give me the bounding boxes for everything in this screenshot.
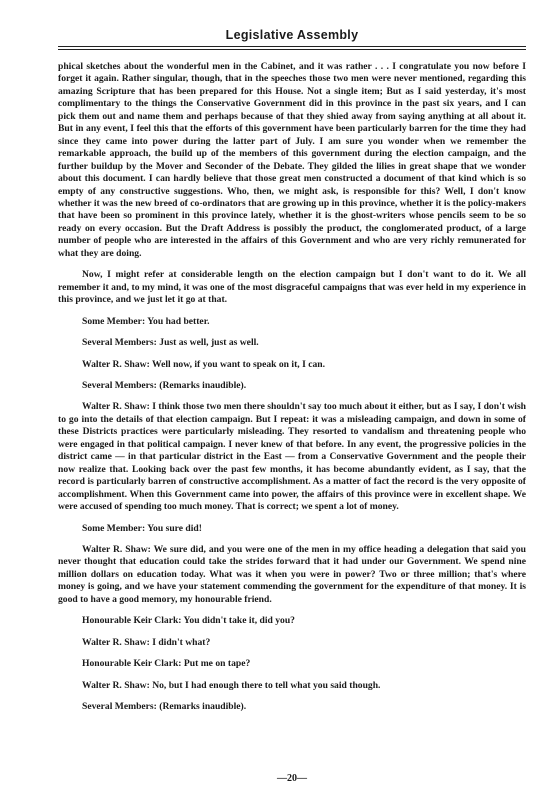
speaker-name: Several Members: — [82, 379, 157, 391]
paragraph-text: Now, I might refer at considerable length on the election campaign but I don't want to do it. We all remember it and, to my mind, it was one of the most disgraceful campaigns that was ever held in my experience in this province, and we just let it go at that. — [58, 269, 526, 306]
header-title: Legislative Assembly — [225, 28, 359, 42]
speaker-name: Several Members: — [82, 337, 157, 349]
speech-text: I think those two men there shouldn't say too much about it either, but as I say, I don't wish to go into the details of that election campaign. But I repeat: it was a misleading campaign, and down in some of these Districts practices were particularly misleading. They resorted to vandalism and threatening people who were engaged in that political campaign. I never knew of that before. In any event, the progressive policies in the district came — in that particular district in the East — from a Conservative Government and the people their now realize that. Looking back over the past few months, it has become abundantly evident, as I say, that the record is particularly barren of constructive accomplishment. As a matter of fact the record is the very opposite of accomplishment. When this Government came into power, the affairs of this province were in excellent shape. We were accused of spending too much money. That is correct; we spent a lot of money. — [58, 401, 527, 513]
speech-text: Put me on tape? — [183, 658, 251, 670]
speaker-name: Several Members: — [82, 701, 157, 713]
speech-text: No, but I had enough there to tell what you said though. — [152, 679, 381, 691]
paragraph — [58, 61, 526, 260]
speech-turn — [58, 380, 526, 392]
speech-turn — [58, 701, 526, 713]
speech-text: We sure did, and you were one of the men in my office heading a delegation that said you never thought that education could take the strides forward that it had under our Government. We spend nine million dollars on education today. What was it when you were in power? Two or three million; that's where money is going, and we have your statement commending the government for the expenditure of that money. It is good to have a good memory, my honourable friend. — [58, 543, 527, 605]
speaker-name: Honourable Keir Clark: — [82, 615, 182, 627]
speech-turn — [58, 401, 526, 513]
speech-turn — [58, 523, 526, 535]
speaker-name: Walter R. Shaw: — [82, 401, 150, 413]
speaker-name: Honourable Keir Clark: — [82, 658, 182, 670]
running-header — [58, 24, 526, 47]
speech-turn — [58, 637, 526, 649]
page-number: —20— — [277, 773, 307, 784]
speech-text: I didn't what? — [152, 636, 211, 648]
transcript-body — [58, 61, 526, 722]
speech-turn — [58, 615, 526, 627]
speech-turn — [58, 544, 526, 606]
speech-turn — [58, 680, 526, 692]
speaker-name: Some Member: — [82, 315, 146, 327]
speaker-name: Some Member: — [82, 522, 146, 534]
speech-text: You didn't take it, did you? — [183, 615, 295, 627]
speaker-name: Walter R. Shaw: — [82, 636, 150, 648]
speaker-name: Walter R. Shaw: — [82, 358, 150, 370]
paragraph-text: phical sketches about the wonderful men in the Cabinet, and it was rather . . . I congratulate you now before I forget it again. Rather singular, though, that in the speeches those two men were never mentioned, regarding this amazing Scripture that has been prepared for this House. Not a single item; But as I said yesterday, it's most complimentary to the things the Conservative Government did in this province in the past six years, and I can pick them out and name them and perhaps because of that they shied away from saying anything at all about it. But in any event, I feel this that the efforts of this government have been particularly barren for the time they had since they came into power during the latter part of July. I am sure you wonder when we remember the remarkable approach, the build up of the members of this government during the election campaign, and the further buildup by the Mover and Seconder of the Debate. They gilded the lilies in great shape that we wonder about this document. I can hardly believe that those great men constructed a document of that kind which is so empty of any constructive suggestions. Who, then, we might ask, is responsible for this? Well, I don't know whether it was the new breed of co-ordinators that are growing up in this province, whether it is the policy-makers that have been so prominent in this province lately, whether it is the ghost-writers whose pencils seem to be so ready on every occasion. But the Draft Address is possibly the product, the conglomerated product, of a large number of people who are interested in the affairs of this Government and who are very richly remunerated for what they are doing. — [58, 61, 526, 259]
speech-text: (Remarks inaudible). — [159, 379, 247, 391]
speaker-name: Walter R. Shaw: — [82, 679, 150, 691]
speech-text: Well now, if you want to speak on it, I can. — [152, 358, 325, 370]
speech-turn — [58, 337, 526, 349]
speech-text: You sure did! — [147, 522, 202, 534]
speech-turn — [58, 359, 526, 371]
speech-text: You had better. — [147, 315, 210, 327]
speech-turn — [58, 658, 526, 670]
speech-text: (Remarks inaudible). — [159, 701, 247, 713]
speaker-name: Walter R. Shaw: — [82, 543, 151, 555]
header-rule — [58, 49, 526, 50]
paragraph — [58, 269, 526, 306]
speech-text: Just as well, just as well. — [159, 337, 259, 349]
speech-turn — [58, 316, 526, 328]
